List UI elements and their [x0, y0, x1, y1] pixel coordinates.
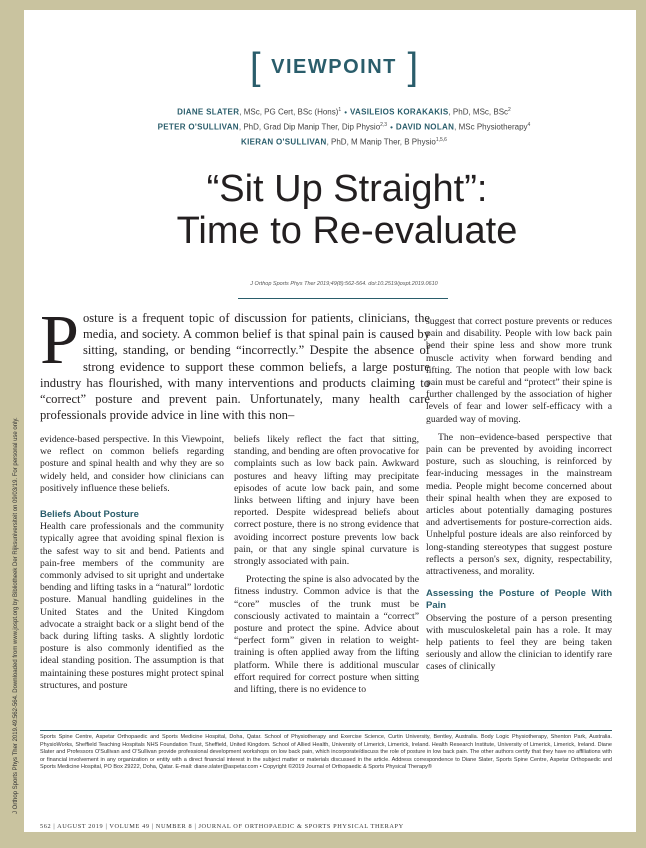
paragraph: Health care professionals and the community typically agree that avoiding spinal flexion is the safest way to sit and bend. Patients and pain-free members of the community are commonly advised to sit upright and undertake bending and lifting tasks in a “natural” lordotic posture. Manual handling guidelines in the United States and the United Kingdom advocate a straight back or a slight bend of the back during lifting tasks. A slightly lordotic posture is also commonly identified as the ideal standing position. The assumption is that maintaining these postures might protect spinal structures, and posture	[40, 521, 224, 691]
bottom-border	[0, 832, 646, 848]
article-page	[24, 10, 636, 832]
author-credentials: , MSc Physiotherapy	[454, 122, 528, 132]
download-notice-text: J Orthop Sports Phys Ther 2019.49:562-564. Downloaded from www.jospt.org by Bibliotheek Der Rijksuniversiteit on 09/03/19. For personal use only.	[13, 417, 19, 814]
article-title	[84, 168, 610, 252]
paragraph: suggest that correct posture prevents or reduces pain and disability. People with low back pain bend their spine less and show more trunk muscle activity when forward bending and lifting. The notion that people with low back pain must be careful and “protect” their spine is further challenged by the association of higher levels of fear and lower self-efficacy with a guarded way of moving.	[426, 316, 612, 425]
author-separator: •	[390, 122, 393, 132]
author-credentials: , PhD, M Manip Ther, B Physio	[326, 137, 436, 147]
author-name: PETER O'SULLIVAN	[157, 122, 239, 132]
top-border	[0, 0, 646, 10]
author-list	[94, 104, 594, 149]
author-name: DIANE SLATER	[177, 107, 240, 117]
author-credentials: , MSc, PG Cert, BSc (Hons)	[239, 107, 339, 117]
lead-text: osture is a frequent topic of discussion for patients, clinicians, the media, and society. A common belief is that spinal pain is caused by sitting, standing, or bending “incorrectly.” Despite the absence of strong evidence to support these common beliefs, a large posture industry has flourished, with many interventions and products claiming to “correct” posture and prevent pain. Unfortunately, many health care professionals provide advice in line with this non–	[40, 311, 430, 423]
title-line-2: Time to Re-evaluate	[176, 210, 518, 252]
author-name: VASILEIOS KORAKAKIS	[350, 107, 449, 117]
paragraph: Observing the posture of a person presenting with musculoskeletal pain has a role. It may help patients to feel they are being taken seriously and allow the clinician to identify rare cases of clinically	[426, 612, 612, 673]
section-label: VIEWPOINT	[271, 56, 397, 78]
author-affiliation: 1,5,6	[435, 137, 447, 144]
author-credentials: , PhD, Grad Dip Manip Ther, Dip Physio	[238, 122, 381, 132]
citation: J Orthop Sports Phys Ther 2019;49(8):562-564. doi:10.2519/jospt.2019.0610	[250, 281, 438, 287]
footnotes: Sports Spine Centre, Aspetar Orthopaedic and Sports Medicine Hospital, Doha, Qatar. School of Physiotherapy and Exercise Science, Curtin University, Bentley, Australia. Body Logic Physiotherapy, Shenton Park, Australia. PhysioWorks, Sheffield Teaching Hospitals NHS Foundation Trust, Sheffield, United Kingdom. School of Allied Health, University of Limerick, Limerick, Ireland. Health Research Institute, University of Limerick, Limerick, Ireland. Diane Slater and Professors O'Sullivan and O'Sullivan provide professional development workshops on low back pain, which incorporate/discuss the role of posture in low back pain. The other authors certify that they have no affiliations with or financial involvement in any organization or entity with a direct financial interest in the subject matter or materials discussed in the article. Address correspondence to Diane Slater, Sports Spine Centre, Aspetar Orthopaedic and Sports Medicine Hospital, PO Box 29222, Doha, Qatar. E-mail: diane.slater@aspetar.com • Copyright ©2019 Journal of Orthopaedic & Sports Physical Therapy®	[40, 734, 612, 771]
footnote-rule	[40, 730, 612, 731]
paragraph: beliefs likely reflect the fact that sitting, standing, and bending are often provocative for complaints such as low back pain. Awkward postures and heavy lifting may precipitate episodes of acute low back pain, and some links between lifting and injury have been reported. Despite widespread beliefs about correct posture, there is no strong evidence that avoiding incorrect posture prevents low back pain, or that any single spinal curvature is strongly associated with pain.	[234, 434, 419, 568]
title-line-1: “Sit Up Straight”:	[206, 168, 488, 210]
column-3	[426, 316, 612, 674]
lead-paragraph	[40, 302, 430, 430]
column-2	[234, 434, 419, 696]
author-credentials: , PhD, MSc, BSc	[448, 107, 509, 117]
author-name: KIERAN O'SULLIVAN	[241, 137, 327, 147]
drop-cap: P	[40, 302, 79, 379]
download-notice	[2, 300, 24, 820]
author-separator: •	[344, 107, 348, 117]
column-1	[40, 434, 224, 692]
page-footer: 562 | AUGUST 2019 | VOLUME 49 | NUMBER 8 | JOURNAL OF ORTHOPAEDIC & SPORTS PHYSICAL THERAPY	[40, 823, 404, 830]
author-affiliation: 2,3	[380, 122, 388, 129]
author-name: DAVID NOLAN	[395, 122, 455, 132]
section-heading: Assessing the Posture of People With Pain	[426, 588, 612, 612]
section-header	[244, 46, 424, 90]
paragraph: Protecting the spine is also advocated by the fitness industry. Common advice is that the “core” muscles of the trunk must be consciously activated to maintain a “correct” posture and protect the spine. Advice about “perfect form” given in relation to weight-training is often applied away from the lifting platform. While there is additional muscular effort required for correct posture when sitting and lifting, there is no evidence to	[234, 574, 419, 696]
author-affiliation: 1	[338, 107, 342, 113]
author-affiliation: 2	[508, 107, 511, 113]
section-heading: Beliefs About Posture	[40, 509, 139, 521]
paragraph: evidence-based perspective. In this Viewpoint, we reflect on common beliefs regarding posture and spinal health and why they are so widely held, and consider how clinicians can positively influence these beliefs.	[40, 434, 224, 494]
author-affiliation: 4	[527, 122, 531, 129]
right-bracket: ]	[407, 46, 418, 88]
paragraph: The non–evidence-based perspective that pain can be prevented by avoiding incorrect posture, such as slouching, is reinforced by fear-inducing messages in the mainstream media. People might become concerned about their spinal health when they are exposed to articles about potentially damaging postures and advertisements for posture-correction aids. Unhelpful posture ideals are also reinforced by long-standing stereotypes that suggest posture reflects a person's sex, dignity, respectability, attractiveness, and morality.	[426, 431, 612, 578]
right-border	[636, 0, 646, 848]
citation-rule	[238, 298, 448, 299]
left-bracket: [	[250, 46, 261, 88]
